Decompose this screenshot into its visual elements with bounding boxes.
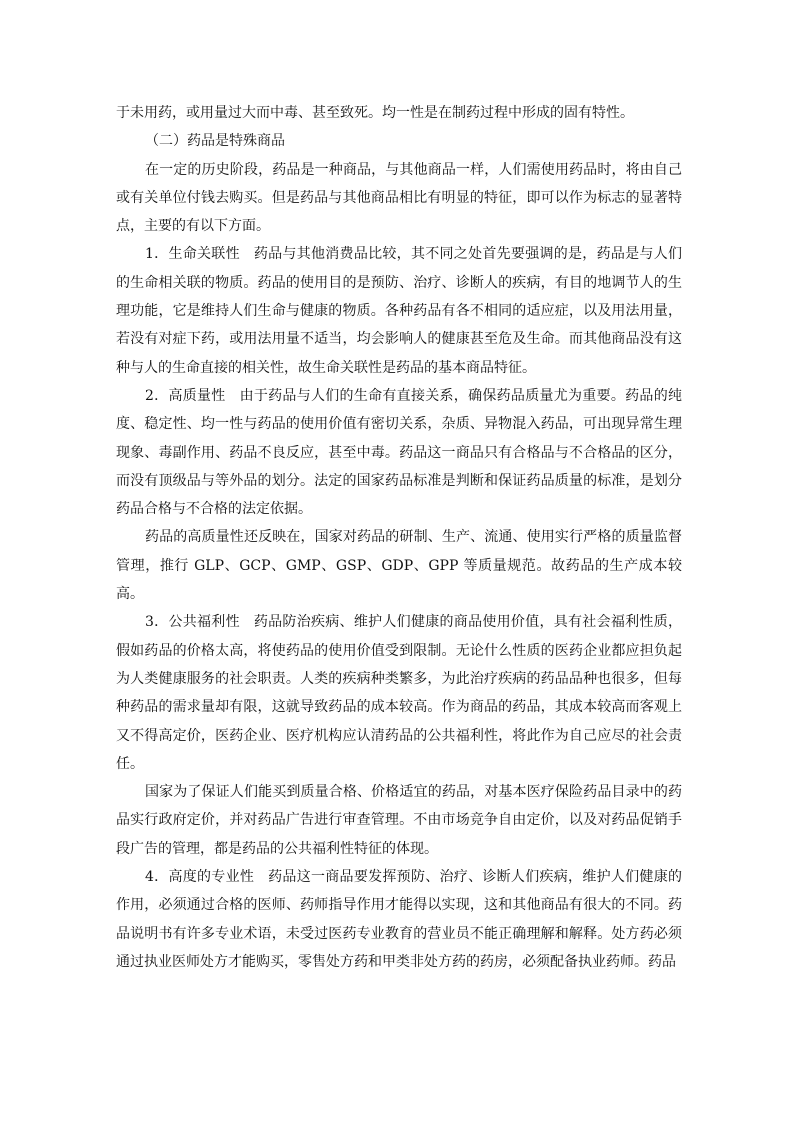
item-body: 药品防治疾病、维护人们健康的商品使用价值，具有社会福利性质，假如药品的价格太高，将使药品的使用价值受到限制。无论什么性质的医药企业都应担负起为人类健康服务的社会职责。人类的疾病种类繁多，为此治疗疾病的药品品种也很多，但每种药品的需求量却有限，这就导致药品的成本较高。作为商品的药品，其成本较高而客观上又不得高定价，医药企业、医疗机构应认清药品的公共福利性，将此作为自己应尽的社会责任。 [116,614,682,772]
paragraph-quality-regulation: 药品的高质量性还反映在，国家对药品的研制、生产、流通、使用实行严格的质量监督管理，推行 GLP、GCP、GMP、GSP、GDP、GPP 等质量规范。故药品的生产成本较高。 [116,529,682,603]
paragraph-government-pricing: 国家为了保证人们能买到质量合格、价格适宜的药品，对基本医疗保险药品目录中的药品实行政府定价，并对药品广告进行审查管理。不由市场竞争自由定价，以及对药品促销手段广告的管理，都是药品的公共福利性特征的体现。 [116,784,682,857]
item-body: 药品与其他消费品比较，其不同之处首先要强调的是，药品是与人们的生命相关联的物质。药品的使用目的是预防、治疗、诊断人的疾病，有目的地调节人的生理功能，它是维持人们生命与健康的物质。各种药品有各不相同的适应症，以及用法用量，若没有对症下药，或用法用量不适当，均会影响人的健康甚至危及生命。而其他商品没有这种与人的生命直接的相关性，故生命关联性是药品的基本商品特征。 [116,246,682,376]
item-heading: 2．高质量性 [145,387,226,404]
section-heading: （二）药品是特殊商品 [145,133,285,150]
item-body: 药品这一商品要发挥预防、治疗、诊断人们疾病，维护人们健康的作用，必须通过合格的医师、药师指导作用才能得以实现，这和其他商品有很大的不同。药品说明书有许多专业术语，未受过医药专业教育的营业员不能正确理解和解释。处方药必须通过执业医师处方才能购买，零售处方药和甲类非处方药的药房，必须配备执业药师。药品 [116,869,682,970]
paragraph-high-quality [116,382,682,523]
paragraph-life-relevance [116,240,682,381]
paragraph-intro: 在一定的历史阶段，药品是一种商品，与其他商品一样，人们需使用药品时，将由自己或有关单位付钱去购买。但是药品与其他商品相比有明显的特征，即可以作为标志的显著特点，主要的有以下方面。 [116,161,682,235]
document-body [116,99,682,976]
paragraph-professionalism [116,863,682,976]
item-heading: 3．公共福利性 [145,614,240,631]
item-heading: 4．高度的专业性 [145,869,255,886]
paragraph-continuation: 于未用药，或用量过大而中毒、甚至致死。均一性是在制药过程中形成的固有特性。 [116,105,634,121]
item-heading: 1．生命关联性 [145,246,240,263]
item-body: 由于药品与人们的生命有直接关系，确保药品质量尤为重要。药品的纯度、稳定性、均一性与药品的使用价值有密切关系，杂质、异物混入药品，可出现异常生理现象、毒副作用、药品不良反应，甚至中毒。药品这一商品只有合格品与不合格品的区分，而没有顶级品与等外品的划分。法定的国家药品标准是判断和保证药品质量的标准，是划分药品合格与不合格的法定依据。 [116,387,682,518]
paragraph-public-welfare [116,608,682,778]
